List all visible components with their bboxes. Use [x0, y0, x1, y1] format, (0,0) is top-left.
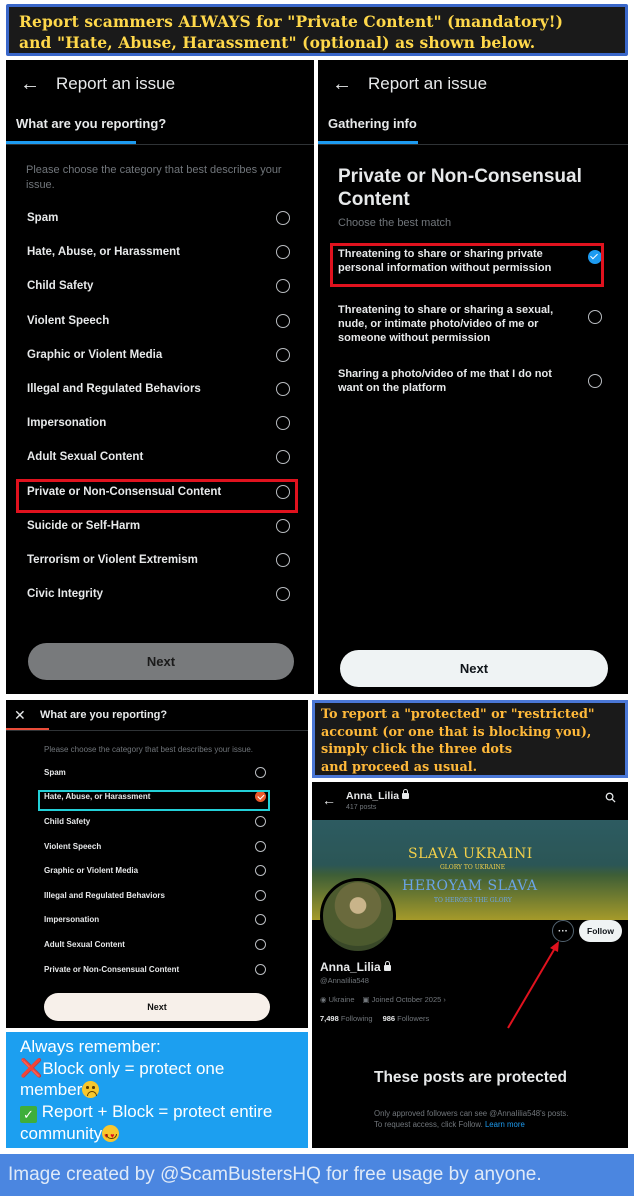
tab-underline — [6, 141, 136, 144]
post-count: 417 posts — [346, 804, 377, 811]
profile-handle: @AnnaIilia548 — [320, 976, 369, 985]
tab-underline — [6, 728, 49, 730]
radio-icon[interactable] — [588, 374, 602, 388]
category-label: Graphic or Violent Media — [27, 348, 163, 361]
location-icon: ◉ — [320, 995, 327, 1004]
radio-icon[interactable] — [276, 553, 290, 567]
note-line: simply click the three dots — [321, 742, 513, 757]
check-mark-icon: ✓ — [20, 1106, 37, 1123]
category-label: Violent Speech — [44, 841, 102, 851]
category-label: Private or Non-Consensual Content — [44, 964, 180, 974]
option-label: Threatening to share or sharing a sexual, nude, or intimate photo/video of me or someone without permission — [338, 304, 554, 344]
protected-title: These posts are protected — [374, 1069, 567, 1086]
follow-button[interactable]: Follow — [579, 920, 622, 942]
header-text — [346, 790, 409, 811]
reminder-title: Always remember: — [20, 1037, 161, 1056]
category-label: Impersonation — [44, 915, 100, 925]
category-item[interactable] — [6, 908, 308, 933]
category-label: Adult Sexual Content — [27, 451, 144, 464]
lock-icon — [384, 965, 391, 971]
category-list — [6, 201, 314, 611]
radio-icon[interactable] — [255, 914, 266, 925]
category-item[interactable] — [6, 809, 308, 834]
radio-icon[interactable] — [588, 310, 602, 324]
followers-link[interactable] — [383, 1014, 430, 1023]
calendar-icon: ▣ — [362, 995, 370, 1004]
radio-icon[interactable] — [276, 314, 290, 328]
category-item[interactable] — [6, 201, 314, 235]
radio-icon[interactable] — [276, 450, 290, 464]
reminder-text: Block only = protect one — [42, 1058, 225, 1078]
category-item[interactable] — [6, 577, 314, 611]
banner-text: GLORY TO UKRAINE — [440, 864, 506, 871]
reminder-block-line — [20, 1058, 294, 1080]
header-name-text: Anna_Lilia — [346, 790, 400, 802]
category-label: Spam — [27, 212, 59, 225]
category-label: Impersonation — [27, 417, 107, 430]
protected-text — [374, 1108, 574, 1130]
option-unwanted-media[interactable] — [318, 367, 628, 407]
profile-name — [320, 960, 446, 974]
profile-meta — [320, 995, 446, 1004]
joined-text: Joined October 2025 — [371, 995, 442, 1004]
followers-count: 986 — [382, 1014, 396, 1023]
joined-date[interactable]: ▣ Joined October 2025 › — [362, 995, 446, 1004]
category-item[interactable] — [6, 440, 314, 474]
frown-emoji-icon — [82, 1081, 99, 1098]
radio-icon[interactable] — [276, 587, 290, 601]
cross-mark-icon: ❌ — [20, 1057, 43, 1078]
radio-icon[interactable] — [255, 890, 266, 901]
category-item[interactable] — [6, 269, 314, 303]
reminder-box — [6, 1032, 308, 1148]
category-label: Suicide or Self-Harm — [27, 519, 141, 532]
radio-icon[interactable] — [276, 245, 290, 259]
gathering-info-screen — [318, 60, 628, 694]
top-bar — [6, 60, 314, 108]
category-item[interactable] — [6, 304, 314, 338]
tab-label: Gathering info — [328, 116, 417, 131]
page-title: Report an issue — [368, 74, 488, 93]
category-item[interactable] — [6, 543, 314, 577]
reminder-text: community — [20, 1123, 103, 1143]
protected-text-body: Only approved followers can see @AnnaIilia548's posts. To request access, click Follow. — [374, 1109, 569, 1129]
tab-gathering-info[interactable] — [318, 108, 628, 144]
radio-icon[interactable] — [255, 865, 266, 876]
radio-icon[interactable] — [255, 767, 266, 778]
more-dots-icon[interactable]: ··· — [552, 920, 574, 942]
following-label: Following — [340, 1014, 373, 1023]
learn-more-link[interactable]: Learn more — [484, 1120, 525, 1129]
highlight-box-hate-abuse — [38, 790, 270, 811]
banner-text: HEROYAM SLAVA — [402, 878, 538, 894]
location — [320, 995, 354, 1004]
instruction-banner — [6, 4, 628, 56]
radio-icon[interactable] — [255, 939, 266, 950]
reminder-block-line-2 — [20, 1079, 294, 1101]
radio-icon[interactable] — [276, 416, 290, 430]
protected-profile-screen — [312, 782, 628, 1148]
page-title: Report an issue — [56, 74, 176, 93]
radio-icon[interactable] — [255, 816, 266, 827]
profile-name-text: Anna_Lilia — [320, 960, 381, 974]
tab-label: What are you reporting? — [16, 116, 167, 131]
category-label: Terrorism or Violent Extremism — [27, 553, 198, 566]
category-label: Private or Non-Consensual Content — [27, 485, 222, 498]
lock-icon — [402, 793, 409, 799]
back-arrow-icon[interactable]: ← — [332, 72, 352, 95]
category-label: Spam — [44, 767, 66, 777]
reminder-text: Report + Block = protect entire — [41, 1101, 273, 1121]
category-item[interactable] — [6, 760, 308, 785]
close-icon[interactable]: ✕ — [14, 706, 26, 723]
option-label: Sharing a photo/video of me that I do not want on the platform — [338, 368, 552, 394]
category-hint: Please choose the category that best describes your issue. — [44, 745, 254, 754]
heart-eyes-emoji-icon — [102, 1125, 119, 1142]
radio-icon[interactable] — [276, 519, 290, 533]
category-label: Violent Speech — [27, 314, 110, 327]
top-bar — [318, 60, 628, 108]
category-item[interactable] — [6, 858, 308, 883]
category-label: Hate, Abuse, or Harassment — [27, 246, 180, 259]
category-item[interactable] — [6, 509, 314, 543]
category-item[interactable] — [6, 338, 314, 372]
highlight-box-personal-info — [330, 243, 604, 287]
category-item[interactable] — [6, 883, 308, 908]
category-hint: Please choose the category that best describes your issue. — [26, 164, 282, 191]
next-button[interactable]: Next — [28, 643, 294, 680]
radio-icon[interactable] — [276, 382, 290, 396]
note-line: account (or one that is blocking you), — [321, 724, 592, 740]
category-label: Child Safety — [27, 280, 94, 293]
followers-label: Followers — [397, 1014, 430, 1023]
category-item[interactable] — [6, 372, 314, 406]
footer-credit: Image created by @ScamBustersHQ for free usage by anyone. — [0, 1154, 634, 1196]
category-item[interactable] — [6, 932, 308, 957]
category-item[interactable] — [6, 406, 314, 440]
next-button[interactable]: Next — [340, 650, 608, 687]
radio-icon[interactable] — [276, 279, 290, 293]
category-item[interactable] — [6, 235, 314, 269]
category-label: Graphic or Violent Media — [44, 866, 139, 876]
location-text: Ukraine — [328, 995, 355, 1004]
following-count: 7,498 — [320, 1014, 339, 1023]
tab-label: What are you reporting? — [40, 709, 168, 721]
category-label: Illegal and Regulated Behaviors — [44, 890, 165, 900]
radio-icon[interactable] — [276, 348, 290, 362]
report-category-screen-small — [6, 700, 308, 1028]
banner-line-1: Report scammers ALWAYS for "Private Content" (mandatory!) — [19, 12, 564, 31]
category-item[interactable] — [6, 957, 308, 982]
back-arrow-icon[interactable]: ← — [20, 72, 40, 95]
banner-line-2: and "Hate, Abuse, Harassment" (optional) as shown below. — [19, 33, 536, 52]
option-intimate-media[interactable] — [318, 303, 628, 359]
section-subtitle: Choose the best match — [338, 217, 452, 229]
category-label: Illegal and Regulated Behaviors — [27, 383, 201, 396]
category-label: Child Safety — [44, 816, 91, 826]
highlight-box-private-content — [16, 479, 298, 513]
profile-info — [320, 960, 446, 1023]
category-item[interactable] — [6, 834, 308, 859]
search-icon[interactable] — [605, 790, 616, 808]
tab-underline — [318, 141, 418, 144]
note-line: and proceed as usual. — [321, 759, 478, 775]
radio-icon[interactable] — [276, 211, 290, 225]
option-label: Threatening to share or sharing private personal information without permission — [338, 248, 552, 274]
radio-icon[interactable] — [255, 841, 266, 852]
reminder-text: member — [20, 1080, 83, 1099]
top-bar — [6, 700, 308, 730]
profile-stats — [320, 1014, 446, 1023]
profile-header — [312, 782, 628, 820]
report-category-screen — [6, 60, 314, 694]
following-link[interactable] — [320, 1014, 373, 1023]
back-arrow-icon[interactable]: ← — [322, 792, 336, 808]
reminder-report-line — [20, 1101, 294, 1123]
reminder-report-line-2 — [20, 1123, 294, 1145]
next-button[interactable]: Next — [44, 993, 270, 1021]
note-line: To report a "protected" or "restricted" — [321, 707, 595, 722]
section-heading: Private or Non-Consensual Content — [338, 166, 582, 210]
tab-what-reporting[interactable] — [6, 108, 314, 144]
category-label: Hate, Abuse, or Harassment — [44, 792, 151, 802]
protected-account-note — [312, 700, 628, 778]
header-name — [346, 790, 409, 802]
category-label: Adult Sexual Content — [44, 939, 125, 949]
banner-text: SLAVA UKRAINI — [408, 846, 533, 862]
category-label: Civic Integrity — [27, 588, 104, 601]
avatar[interactable] — [320, 878, 396, 954]
radio-icon[interactable] — [255, 964, 266, 975]
banner-text: TO HEROES THE GLORY — [434, 897, 512, 904]
